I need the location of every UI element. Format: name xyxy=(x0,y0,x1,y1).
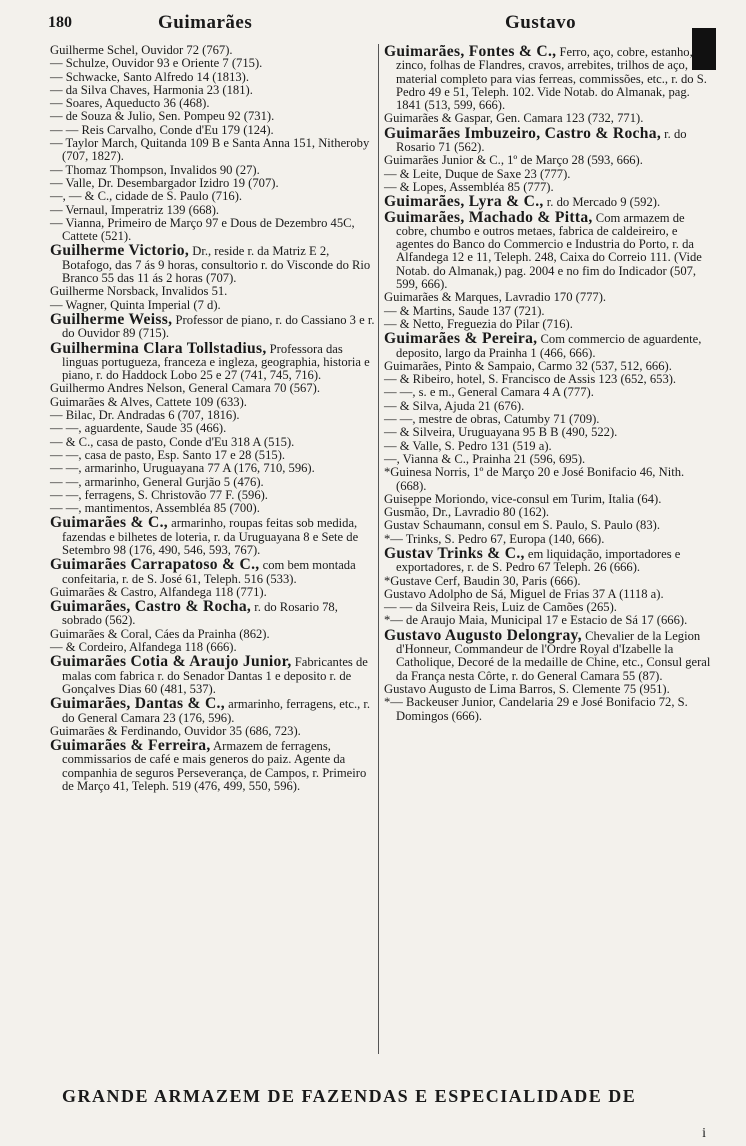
entry-text: — Vernaul, Imperatriz 139 (668). xyxy=(50,202,220,217)
entry-text: — & Lopes, Assembléa 85 (777). xyxy=(384,179,554,194)
entry-text: Guilhermo Andres Nelson, General Camara 70 (567). xyxy=(50,381,320,396)
entry-text: — —, casa de pasto, Esp. Santo 17 e 28 (515). xyxy=(50,447,286,462)
entry-name: Guilhermina Clara Tollstadius, xyxy=(50,339,267,357)
entry-text: — & Silveira, Uruguayana 95 B B (490, 522). xyxy=(384,425,618,440)
directory-entry xyxy=(50,422,376,435)
directory-entry xyxy=(384,400,714,413)
entry-text: r. do Rosario 78, sobrado (562). xyxy=(62,600,338,628)
directory-entry xyxy=(50,71,376,84)
page-number: 180 xyxy=(48,14,72,31)
directory-entry xyxy=(50,285,376,298)
directory-entry xyxy=(50,382,376,395)
directory-entry xyxy=(384,44,714,112)
entry-name: Guimarães, Fontes & C., xyxy=(384,43,557,60)
directory-entry xyxy=(50,738,376,793)
entry-text: Guimarães, Pinto & Sampaio, Carmo 32 (537, 512, 666). xyxy=(384,358,672,373)
directory-entry xyxy=(50,654,376,696)
directory-entry xyxy=(384,386,714,399)
entry-text: Guimarães & Castro, Alfandega 118 (771). xyxy=(50,584,267,599)
entry-text: Armazem de ferragens, commissarios de café e mais generos do paiz. Agente da companhia de seguros Perseverança, de Campos, r. Primeiro de Março 41, Teleph. 519 (476, 499, 550, 596). xyxy=(62,739,367,794)
directory-entry xyxy=(384,305,714,318)
directory-entry xyxy=(50,84,376,97)
entry-text: Guimarães & Alves, Cattete 109 (633). xyxy=(50,394,247,409)
directory-entry xyxy=(384,546,714,575)
entry-text: — Bilac, Dr. Andradas 6 (707, 1816). xyxy=(50,408,240,423)
directory-entry xyxy=(50,436,376,449)
right-running-head: Gustavo xyxy=(505,12,577,33)
entry-text: Chevalier de la Legion d'Honneur, Commandeur de l'Ordre Royal d'Izabelle la Catholique, Decoré de la medaille de Chine, etc., Consul geral da França nesta Côrte, r. do General Camara 55 (87). xyxy=(396,628,711,683)
directory-entry xyxy=(50,409,376,422)
entry-text: em liquidação, importadores e exportadores, r. de S. Pedro 67 Teleph. 26 (666). xyxy=(396,546,681,575)
directory-entry xyxy=(384,440,714,453)
directory-entry xyxy=(384,154,714,167)
directory-entry xyxy=(50,628,376,641)
entry-text: Com commercio de aguardente, deposito, largo da Prainha 1 (466, 666). xyxy=(396,332,702,360)
directory-entry xyxy=(50,502,376,515)
directory-entry xyxy=(50,586,376,599)
entry-text: — & C., casa de pasto, Conde d'Eu 318 A (515). xyxy=(50,434,295,449)
directory-entry xyxy=(384,506,714,519)
directory-entry xyxy=(384,614,714,627)
directory-entry xyxy=(384,466,714,493)
directory-entry xyxy=(50,396,376,409)
entry-text: — —, ferragens, S. Christovão 77 F. (596). xyxy=(50,487,268,502)
directory-entry xyxy=(384,575,714,588)
directory-entry xyxy=(384,291,714,304)
entry-text: — Schwacke, Santo Alfredo 14 (1813). xyxy=(50,69,250,84)
directory-entry xyxy=(50,243,376,285)
right-column xyxy=(384,44,714,723)
directory-entry xyxy=(384,696,714,723)
entry-text: Guilherme Schel, Ouvidor 72 (767). xyxy=(50,43,233,57)
directory-entry xyxy=(50,476,376,489)
entry-name: Guimarães Cotia & Araujo Junior, xyxy=(50,653,292,671)
entry-text: — & Valle, S. Pedro 131 (519 a). xyxy=(384,438,552,453)
directory-entry xyxy=(384,210,714,292)
directory-entry xyxy=(50,599,376,628)
entry-text: Guilherme Norsback, Invalidos 51. xyxy=(50,284,228,299)
entry-name: Guimarães & Ferreira, xyxy=(50,737,211,755)
entry-text: Guimarães & Gaspar, Gen. Camara 123 (732, 771). xyxy=(384,111,644,126)
entry-text: Professor de piano, r. do Cassiano 3 e r. do Ouvidor 89 (715). xyxy=(62,312,375,341)
directory-entry xyxy=(384,360,714,373)
directory-entry xyxy=(50,204,376,217)
directory-entry xyxy=(50,489,376,502)
directory-entry xyxy=(50,557,376,586)
entry-text: — da Silva Chaves, Harmonia 23 (181). xyxy=(50,82,253,97)
left-running-head: Guimarães xyxy=(158,12,253,33)
directory-entry xyxy=(384,533,714,546)
entry-text: *— de Araujo Maia, Municipal 17 e Estacio de Sá 17 (666). xyxy=(384,613,688,628)
entry-name: Guimarães, Dantas & C., xyxy=(50,695,225,713)
entry-text: armarinho, ferragens, etc., r. do General Camara 23 (176, 596). xyxy=(62,697,371,725)
entry-text: — Wagner, Quinta Imperial (7 d). xyxy=(50,297,221,312)
directory-entry xyxy=(384,318,714,331)
directory-entry xyxy=(384,126,714,155)
entry-name: Gustavo Augusto Delongray, xyxy=(384,626,582,644)
entry-text: — & Netto, Freguezia do Pilar (716). xyxy=(384,316,573,331)
entry-text: Gustavo Augusto de Lima Barros, S. Clemente 75 (951). xyxy=(384,681,670,696)
entry-text: com bem montada confeitaria, r. de S. José 61, Teleph. 516 (533). xyxy=(62,558,356,586)
directory-entry xyxy=(50,57,376,70)
entry-text: — —, armarinho, Uruguayana 77 A (176, 710, 596). xyxy=(50,461,315,476)
footer-mark: i xyxy=(702,1126,706,1141)
directory-entry xyxy=(50,137,376,164)
directory-entry xyxy=(384,519,714,532)
directory-entry xyxy=(50,190,376,203)
entry-text: Com armazem de cobre, chumbo e outros metaes, fabrica de caldeireiro, e agentes do Banco do Commercio e Industria do Porto, r. da Alfandega 12 e 11, Teleph. 248, Caixa do Correio 111. (Vide Notab. do Almanak,) pag. 2004 e no fim do Indicador (507, 599, 666). xyxy=(396,210,702,292)
entry-text: — Taylor March, Quitanda 109 B e Santa Anna 151, Nitheroby (707, 1827). xyxy=(50,136,370,164)
directory-entry xyxy=(50,641,376,654)
directory-entry xyxy=(384,426,714,439)
directory-entry xyxy=(50,341,376,383)
entry-text: armarinho, roupas feitas sob medida, fazendas e bilhetes de loteria, r. da Uruguayana 8 e Sete de Setembro 98 (176, 490, 546, 593, 767). xyxy=(62,516,359,557)
directory-entry xyxy=(50,725,376,738)
directory-entry xyxy=(384,194,714,209)
entry-text: *Guinesa Norris, 1º de Março 20 e José Bonifacio 46, Nith. (668). xyxy=(384,465,685,493)
column-divider xyxy=(378,44,379,1054)
page-header xyxy=(40,12,716,36)
entry-text: — & Silva, Ajuda 21 (676). xyxy=(384,398,525,413)
footer-banner: GRANDE ARMAZEM DE FAZENDAS E ESPECIALIDADE DE xyxy=(62,1086,637,1106)
entry-text: — de Souza & Julio, Sen. Pompeu 92 (731). xyxy=(50,109,275,124)
directory-entry xyxy=(384,683,714,696)
entry-text: — Schulze, Ouvidor 93 e Oriente 7 (715). xyxy=(50,56,263,71)
entry-text: — Soares, Aqueducto 36 (468). xyxy=(50,96,210,111)
entry-text: Gusmão, Dr., Lavradio 80 (162). xyxy=(384,505,550,520)
entry-text: — & Leite, Duque de Saxe 23 (777). xyxy=(384,166,571,181)
entry-text: Fabricantes de malas com fabrica r. do Senador Dantas 1 e deposito r. de Gonçalves Dias 60 (481, 537). xyxy=(62,655,368,696)
directory-entry xyxy=(384,628,714,683)
entry-name: Guimarães & C., xyxy=(50,514,168,532)
directory-entry xyxy=(384,493,714,506)
entry-text: Guimarães & Ferdinando, Ouvidor 35 (686, 723). xyxy=(50,723,301,738)
entry-name: Guimarães, Castro & Rocha, xyxy=(50,598,252,616)
directory-entry xyxy=(384,168,714,181)
entry-text: Guiseppe Moriondo, vice-consul em Turim, Italia (64). xyxy=(384,491,662,506)
directory-entry xyxy=(50,177,376,190)
entry-text: Guimarães & Coral, Cáes da Prainha (862). xyxy=(50,626,270,641)
directory-entry xyxy=(50,44,376,57)
entry-text: Ferro, aço, cobre, estanho, zinco, folhas de Flandres, cravos, arrebites, trilhos de aço, material completo para vias ferreas, commissões, etc., r. do S. Pedro 49 e 51, Teleph. 102. Vide Notab. do Almanak, pag. 1841 (513, 599, 666). xyxy=(396,45,707,113)
left-column xyxy=(50,44,376,793)
directory-entry xyxy=(50,299,376,312)
entry-text: r. do Mercado 9 (592). xyxy=(543,195,661,210)
entry-text: — & Cordeiro, Alfandega 118 (666). xyxy=(50,640,237,655)
directory-entry xyxy=(384,181,714,194)
entry-text: — —, mantimentos, Assembléa 85 (700). xyxy=(50,501,260,516)
entry-text: *— Backeuser Junior, Candelaria 29 e José Bonifacio 72, S. Domingos (666). xyxy=(384,695,688,723)
entry-name: Guilherme Victorio, xyxy=(50,242,190,260)
directory-entry xyxy=(50,217,376,244)
directory-entry xyxy=(384,331,714,360)
entry-name: Gustav Trinks & C., xyxy=(384,544,525,562)
entry-name: Guimarães, Lyra & C., xyxy=(384,193,544,211)
entry-text: r. do Rosario 71 (562). xyxy=(396,126,687,155)
directory-entry xyxy=(384,413,714,426)
directory-entry xyxy=(50,515,376,557)
entry-text: — — da Silveira Reis, Luiz de Camões (265). xyxy=(384,600,617,615)
directory-entry xyxy=(50,462,376,475)
entry-text: *— Trinks, S. Pedro 67, Europa (140, 666). xyxy=(384,531,605,546)
entry-text: — Valle, Dr. Desembargador Izidro 19 (707). xyxy=(50,175,279,190)
directory-entry xyxy=(50,124,376,137)
directory-entry xyxy=(384,588,714,601)
entry-text: —, Vianna & C., Prainha 21 (596, 695). xyxy=(384,451,586,466)
directory-entry xyxy=(50,449,376,462)
entry-text: Guimarães Junior & C., 1º de Março 28 (593, 666). xyxy=(384,153,643,168)
entry-text: — Vianna, Primeiro de Março 97 e Dous de Dezembro 45C, Cattete (521). xyxy=(50,215,355,244)
entry-text: — & Martins, Saude 137 (721). xyxy=(384,303,545,318)
entry-text: Professora das linguas portugueza, franceza e ingleza, geographia, historia e piano, r. do Haddock Lobo 25 e 27 (741, 745, 716). xyxy=(62,341,370,383)
directory-entry xyxy=(384,373,714,386)
directory-entry xyxy=(50,312,376,341)
entry-text: Dr., reside r. da Matriz E 2, Botafogo, das 7 ás 9 horas, consultorio r. do Visconde do Rio Branco 55 das 11 ás 2 horas (707). xyxy=(62,244,371,286)
directory-entry xyxy=(384,601,714,614)
directory-entry xyxy=(50,110,376,123)
entry-text: Gustav Schaumann, consul em S. Paulo, S. Paulo (83). xyxy=(384,518,660,533)
entry-text: — & Ribeiro, hotel, S. Francisco de Assis 123 (652, 653). xyxy=(384,372,677,387)
entry-text: Gustavo Adolpho de Sá, Miguel de Frias 37 A (1118 a). xyxy=(384,586,664,601)
entry-name: Guimarães Carrapatoso & C., xyxy=(50,556,260,574)
directory-entry xyxy=(50,164,376,177)
entry-text: — Thomaz Thompson, Invalidos 90 (27). xyxy=(50,162,260,177)
entry-text: — —, mestre de obras, Catumby 71 (709). xyxy=(384,412,600,427)
entry-text: *Gustave Cerf, Baudin 30, Paris (666). xyxy=(384,573,581,588)
entry-text: — —, armarinho, General Gurjão 5 (476). xyxy=(50,474,264,489)
entry-name: Guimarães Imbuzeiro, Castro & Rocha, xyxy=(384,124,662,142)
entry-text: —, — & C., cidade de S. Paulo (716). xyxy=(50,189,243,204)
entry-name: Guimarães & Pereira, xyxy=(384,330,538,348)
entry-text: — —, aguardente, Saude 35 (466). xyxy=(50,421,227,436)
directory-entry xyxy=(50,97,376,110)
directory-entry xyxy=(50,696,376,725)
entry-text: — — Reis Carvalho, Conde d'Eu 179 (124). xyxy=(50,122,274,137)
entry-name: Guimarães, Machado & Pitta, xyxy=(384,208,593,226)
directory-entry xyxy=(384,112,714,125)
entry-name: Guilherme Weiss, xyxy=(50,310,173,328)
entry-text: Guimarães & Marques, Lavradio 170 (777). xyxy=(384,290,607,305)
entry-text: — —, s. e m., General Camara 4 A (777). xyxy=(384,385,594,400)
directory-entry xyxy=(384,453,714,466)
